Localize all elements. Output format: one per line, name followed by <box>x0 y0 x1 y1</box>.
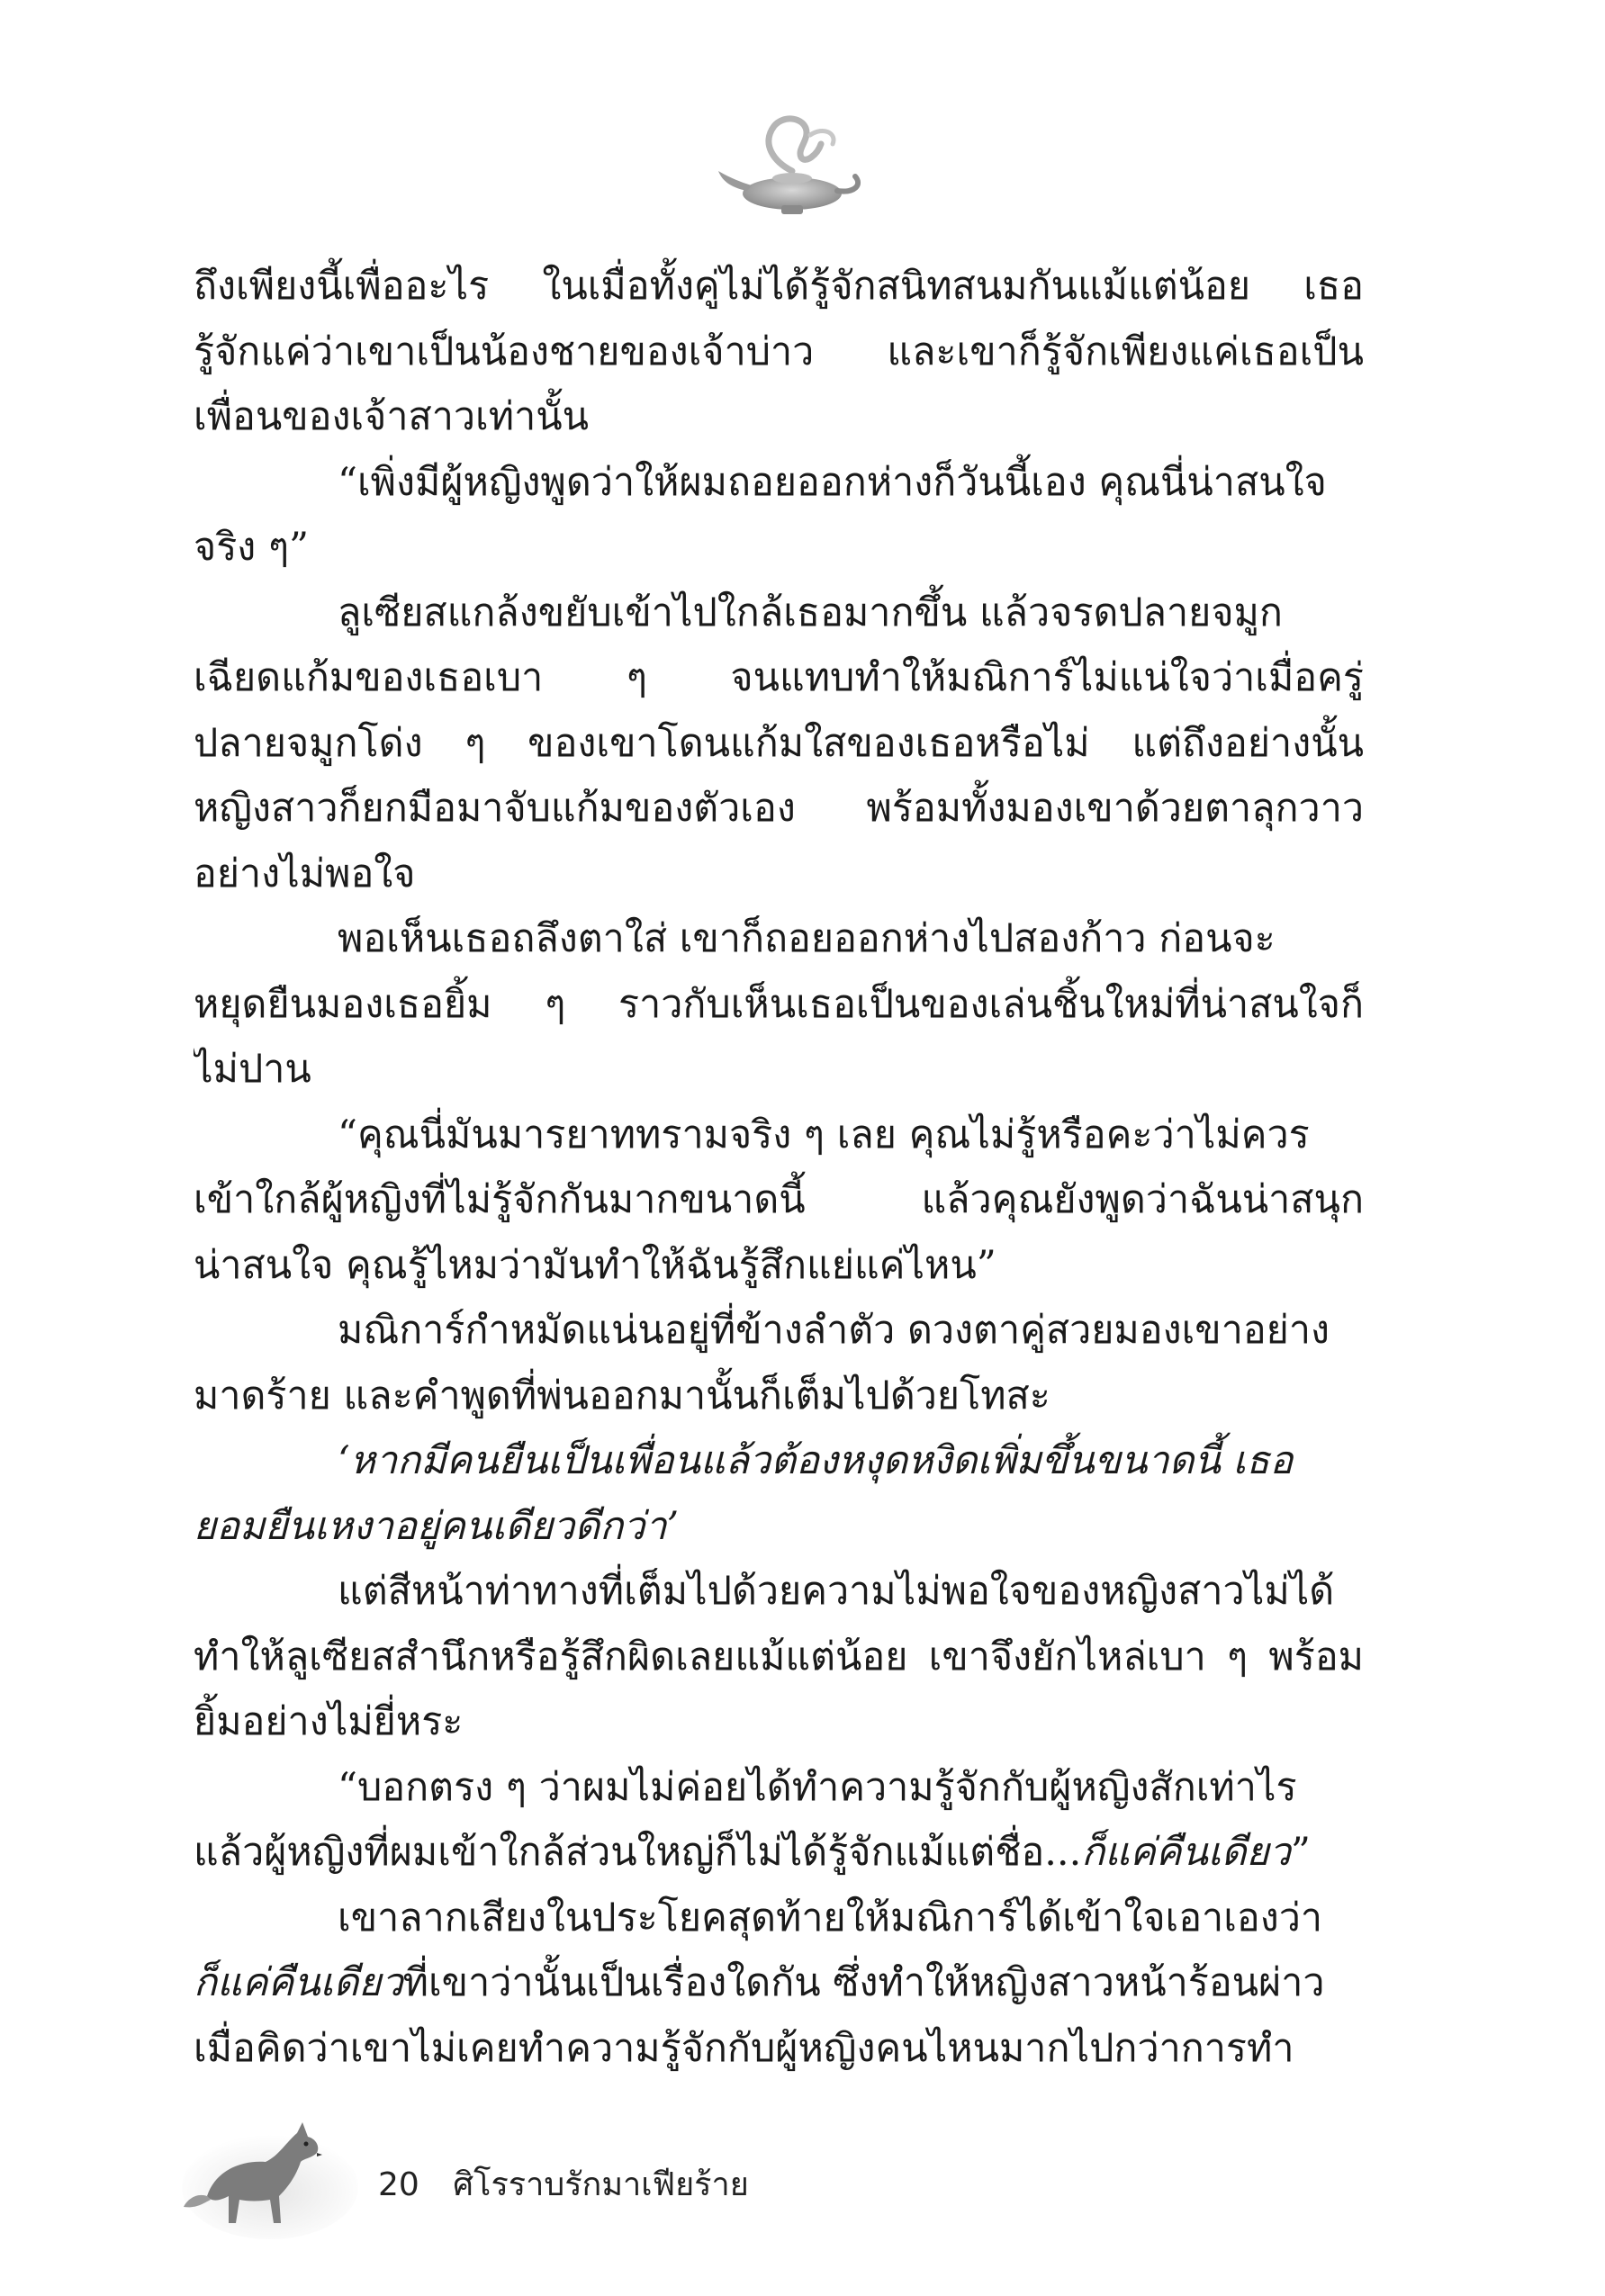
book-title: ศิโรราบรักมาเฟียร้าย <box>453 2166 749 2203</box>
fox-icon <box>180 2106 360 2241</box>
text-line: อย่างไม่พอใจ <box>194 851 416 896</box>
text-line: “คุณนี่มันมารยาททรามจริง ๆ เลย คุณไม่รู้หรือคะว่าไม่ควร <box>338 1112 1310 1157</box>
text-line: เขาลากเสียงในประโยคสุดท้ายให้มณิการ์ได้เข้าใจเอาเองว่า <box>338 1895 1323 1940</box>
text-segment-italic: ก็แค่คืนเดียว <box>194 1960 403 2005</box>
text-line: ปลายจมูกโด่ง ๆ ของเขาโดนแก้มใสของเธอหรือไม่ แต่ถึงอย่างนั้น <box>194 720 1364 766</box>
text-line: “บอกตรง ๆ ว่าผมไม่ค่อยได้ทำความรู้จักกับผู้หญิงสักเท่าไร <box>338 1764 1297 1810</box>
text-segment: ” <box>1290 1830 1311 1875</box>
text-segment: ที่เขาว่านั้นเป็นเรื่องใดกัน ซึ่งทำให้หญิงสาวหน้าร้อนผ่าว <box>402 1960 1325 2005</box>
text-line: ยิ้มอย่างไม่ยี่หระ <box>194 1699 464 1744</box>
page-body <box>194 254 1364 2081</box>
text-line: น่าสนใจ คุณรู้ไหมว่ามันทำให้ฉันรู้สึกแย่แค่ไหน” <box>194 1242 996 1288</box>
text-line: เฉียดแก้มของเธอเบา ๆ จนแทบทำให้มณิการ์ไม่แน่ใจว่าเมื่อครู่ <box>194 655 1364 700</box>
text-line: “เพิ่งมีผู้หญิงพูดว่าให้ผมถอยออกห่างก็วันนี้เอง คุณนี่น่าสนใจ <box>338 459 1327 505</box>
text-line: ไม่ปาน <box>194 1047 311 1092</box>
text-line: ทำให้ลูเซียสสำนึกหรือรู้สึกผิดเลยแม้แต่น้อย เขาจึงยักไหล่เบา ๆ พร้อม <box>194 1634 1364 1679</box>
text-line: มณิการ์กำหมัดแน่นอยู่ที่ข้างลำตัว ดวงตาคู่สวยมองเขาอย่าง <box>338 1308 1330 1353</box>
page-number: 20 <box>378 2166 419 2203</box>
text-line-italic: ‘หากมีคนยืนเป็นเพื่อนแล้วต้องหงุดหงิดเพิ่มขึ้นขนาดนี้ เธอ <box>338 1438 1294 1483</box>
text-line: หญิงสาวก็ยกมือมาจับแก้มของตัวเอง พร้อมทั้งมองเขาด้วยตาลุกวาว <box>194 786 1364 831</box>
text-line: จริง ๆ” <box>194 525 310 570</box>
text-line-italic: ยอมยืนเหงาอยู่คนเดียวดีกว่า’ <box>194 1503 680 1549</box>
text-line: รู้จักแค่ว่าเขาเป็นน้องชายของเจ้าบ่าว และเขาก็รู้จักเพียงแค่เธอเป็น <box>194 329 1364 374</box>
text-segment-italic: ก็แค่คืนเดียว <box>1081 1830 1291 1875</box>
text-line <box>194 1820 1364 1886</box>
text-line: เมื่อคิดว่าเขาไม่เคยทำความรู้จักกับผู้หญิงคนไหนมากไปกว่าการทำ <box>194 2025 1294 2071</box>
text-line: มาดร้าย และคำพูดที่พ่นออกมานั้นก็เต็มไปด้วยโทสะ <box>194 1373 1050 1418</box>
text-line: แต่สีหน้าท่าทางที่เต็มไปด้วยความไม่พอใจของหญิงสาวไม่ได้ <box>338 1569 1335 1614</box>
text-line: เพื่อนของเจ้าสาวเท่านั้น <box>194 394 590 439</box>
magic-lamp-icon <box>711 108 873 225</box>
text-segment: แล้วผู้หญิงที่ผมเข้าใกล้ส่วนใหญ่ก็ไม่ได้รู้จักแม้แต่ชื่อ... <box>194 1830 1082 1875</box>
text-line <box>194 1950 1364 2016</box>
text-line: ถึงเพียงนี้เพื่ออะไร ในเมื่อทั้งคู่ไม่ได้รู้จักสนิทสนมกันแม้แต่น้อย เธอ <box>194 264 1364 309</box>
page-footer <box>378 2158 749 2210</box>
text-line: พอเห็นเธอถลึงตาใส่ เขาก็ถอยออกห่างไปสองก้าว ก่อนจะ <box>338 916 1276 961</box>
text-line: หยุดยืนมองเธอยิ้ม ๆ ราวกับเห็นเธอเป็นของเล่นชิ้นใหม่ที่น่าสนใจก็ <box>194 981 1364 1027</box>
text-line: ลูเซียสแกล้งขยับเข้าไปใกล้เธอมากขึ้น แล้วจรดปลายจมูก <box>338 590 1283 635</box>
text-line: เข้าใกล้ผู้หญิงที่ไม่รู้จักกันมากขนาดนี้ แล้วคุณยังพูดว่าฉันน่าสนุก <box>194 1177 1364 1222</box>
